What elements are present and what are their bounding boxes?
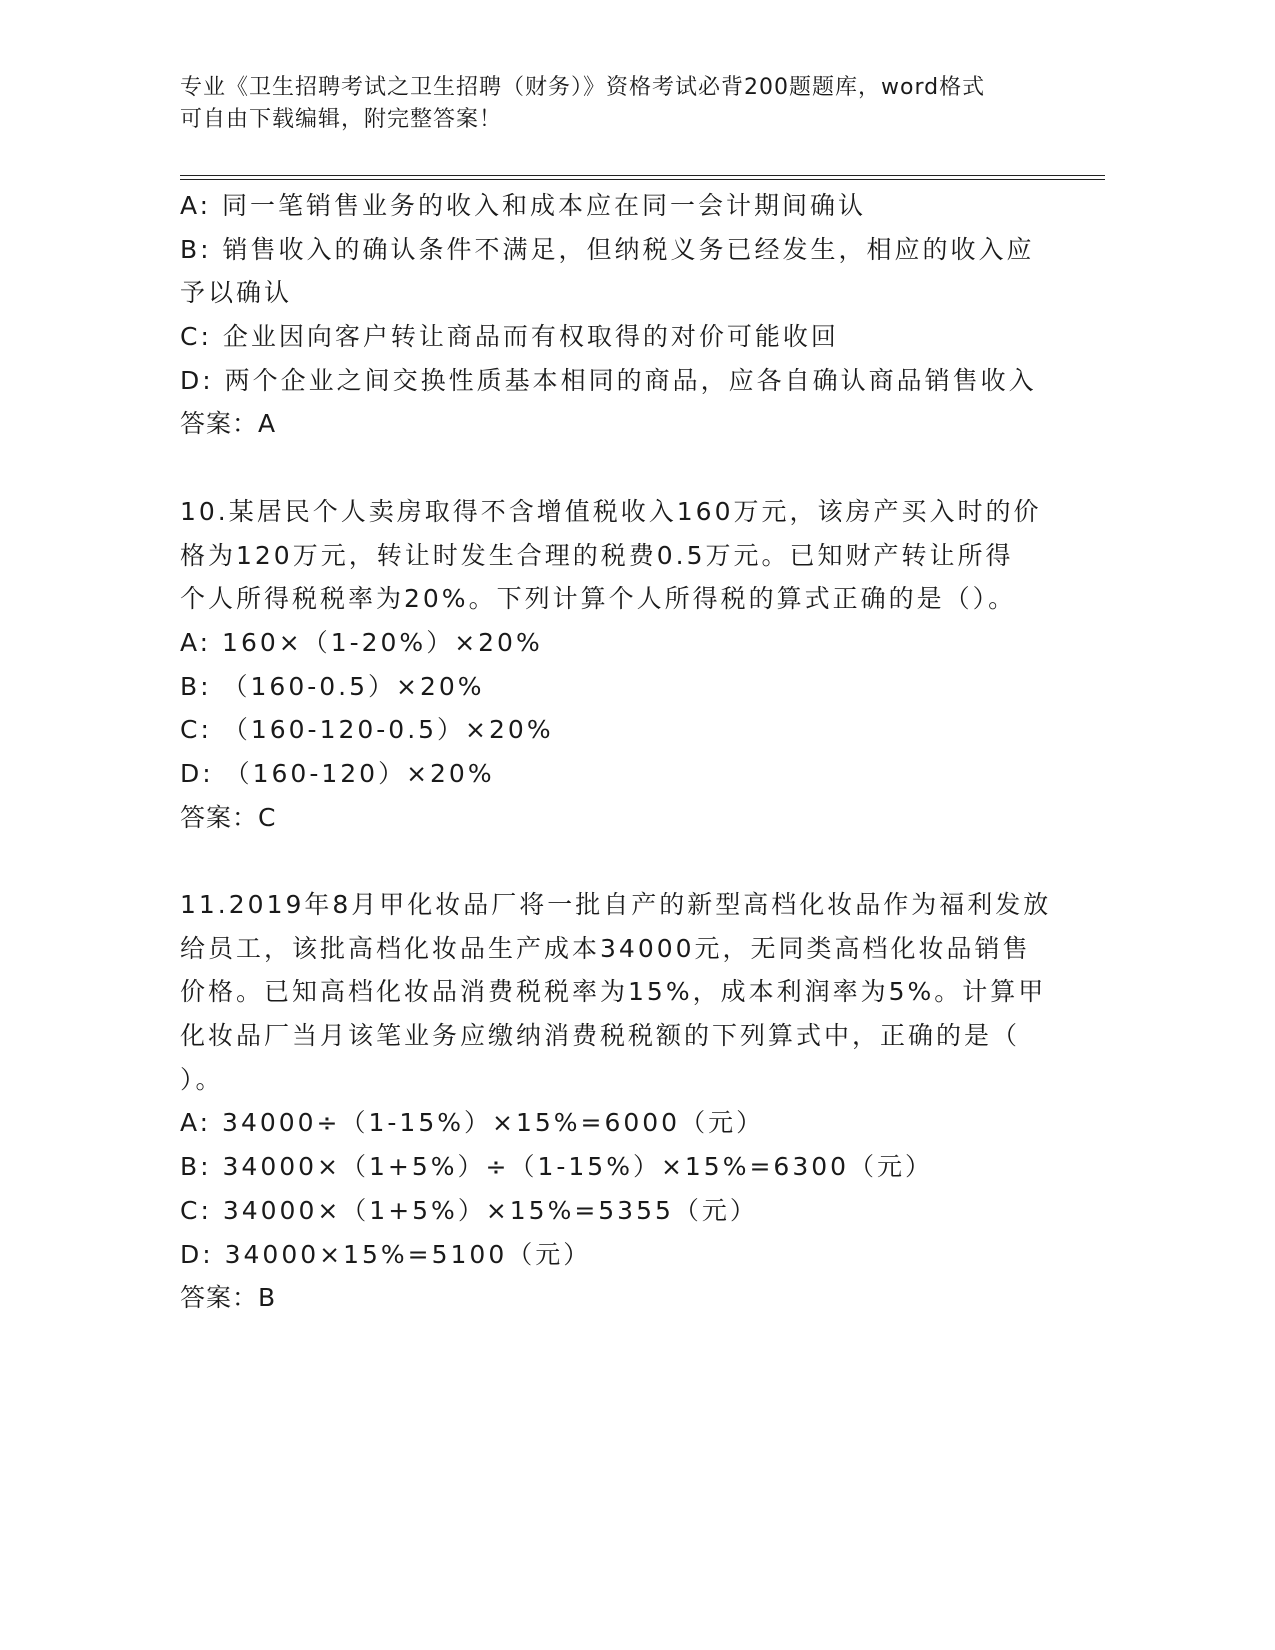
question-prev bbox=[180, 184, 1050, 446]
option-b: B: 34000×（1+5%）÷（1-15%）×15%=6300（元） bbox=[180, 1152, 934, 1182]
question-11 bbox=[180, 883, 1050, 1320]
answer-line: 答案：B bbox=[180, 1283, 277, 1313]
option-b-continued: 予以确认 bbox=[180, 278, 293, 308]
option-a: A: 34000÷（1-15%）×15%=6000（元） bbox=[180, 1108, 765, 1138]
question-list bbox=[180, 184, 1050, 1320]
header-line-1: 专业《卫生招聘考试之卫生招聘（财务）》资格考试必背200题题库，word格式 bbox=[180, 75, 986, 100]
option-c: C: 企业因向客户转让商品而有权取得的对价可能收回 bbox=[180, 322, 839, 352]
option-c: C: （160-120-0.5）×20% bbox=[180, 715, 554, 745]
header-line-2: 可自由下载编辑，附完整答案！ bbox=[180, 107, 503, 132]
option-d: D: （160-120）×20% bbox=[180, 758, 495, 788]
option-a: A: 160×（1-20%）×20% bbox=[180, 627, 543, 657]
question-stem-line: 个人所得税税率为20%。下列计算个人所得税的算式正确的是（）。 bbox=[180, 584, 1017, 614]
question-stem-line: 价格。已知高档化妆品消费税税率为15%，成本利润率为5%。计算甲 bbox=[180, 977, 1047, 1007]
option-d: D: 34000×15%=5100（元） bbox=[180, 1239, 592, 1269]
option-a: A: 同一笔销售业务的收入和成本应在同一会计期间确认 bbox=[180, 191, 867, 220]
answer-line: 答案：C bbox=[180, 802, 277, 832]
spacer bbox=[180, 839, 1050, 883]
question-stem-line: ）。 bbox=[180, 1064, 224, 1094]
question-stem-line: 化妆品厂当月该笔业务应缴纳消费税税额的下列算式中，正确的是（ bbox=[180, 1021, 1021, 1051]
question-stem-line: 给员工，该批高档化妆品生产成本34000元，无同类高档化妆品销售 bbox=[180, 933, 1031, 963]
header-divider bbox=[180, 175, 1105, 180]
option-b: B: 销售收入的确认条件不满足，但纳税义务已经发生，相应的收入应 bbox=[180, 234, 1035, 264]
spacer bbox=[180, 446, 1050, 490]
document-header bbox=[180, 72, 1040, 136]
question-10 bbox=[180, 490, 1050, 840]
option-d: D: 两个企业之间交换性质基本相同的商品，应各自确认商品销售收入 bbox=[180, 365, 1037, 395]
answer-line: 答案：A bbox=[180, 409, 277, 439]
option-b: B: （160-0.5）×20% bbox=[180, 671, 485, 701]
option-c: C: 34000×（1+5%）×15%=5355（元） bbox=[180, 1195, 758, 1225]
question-stem-line: 格为120万元，转让时发生合理的税费0.5万元。已知财产转让所得 bbox=[180, 540, 1014, 570]
question-stem-line: 10.某居民个人卖房取得不含增值税收入160万元，该房产买入时的价 bbox=[180, 496, 1042, 526]
question-stem-line: 11.2019年8月甲化妆品厂将一批自产的新型高档化妆品作为福利发放 bbox=[180, 890, 1052, 919]
